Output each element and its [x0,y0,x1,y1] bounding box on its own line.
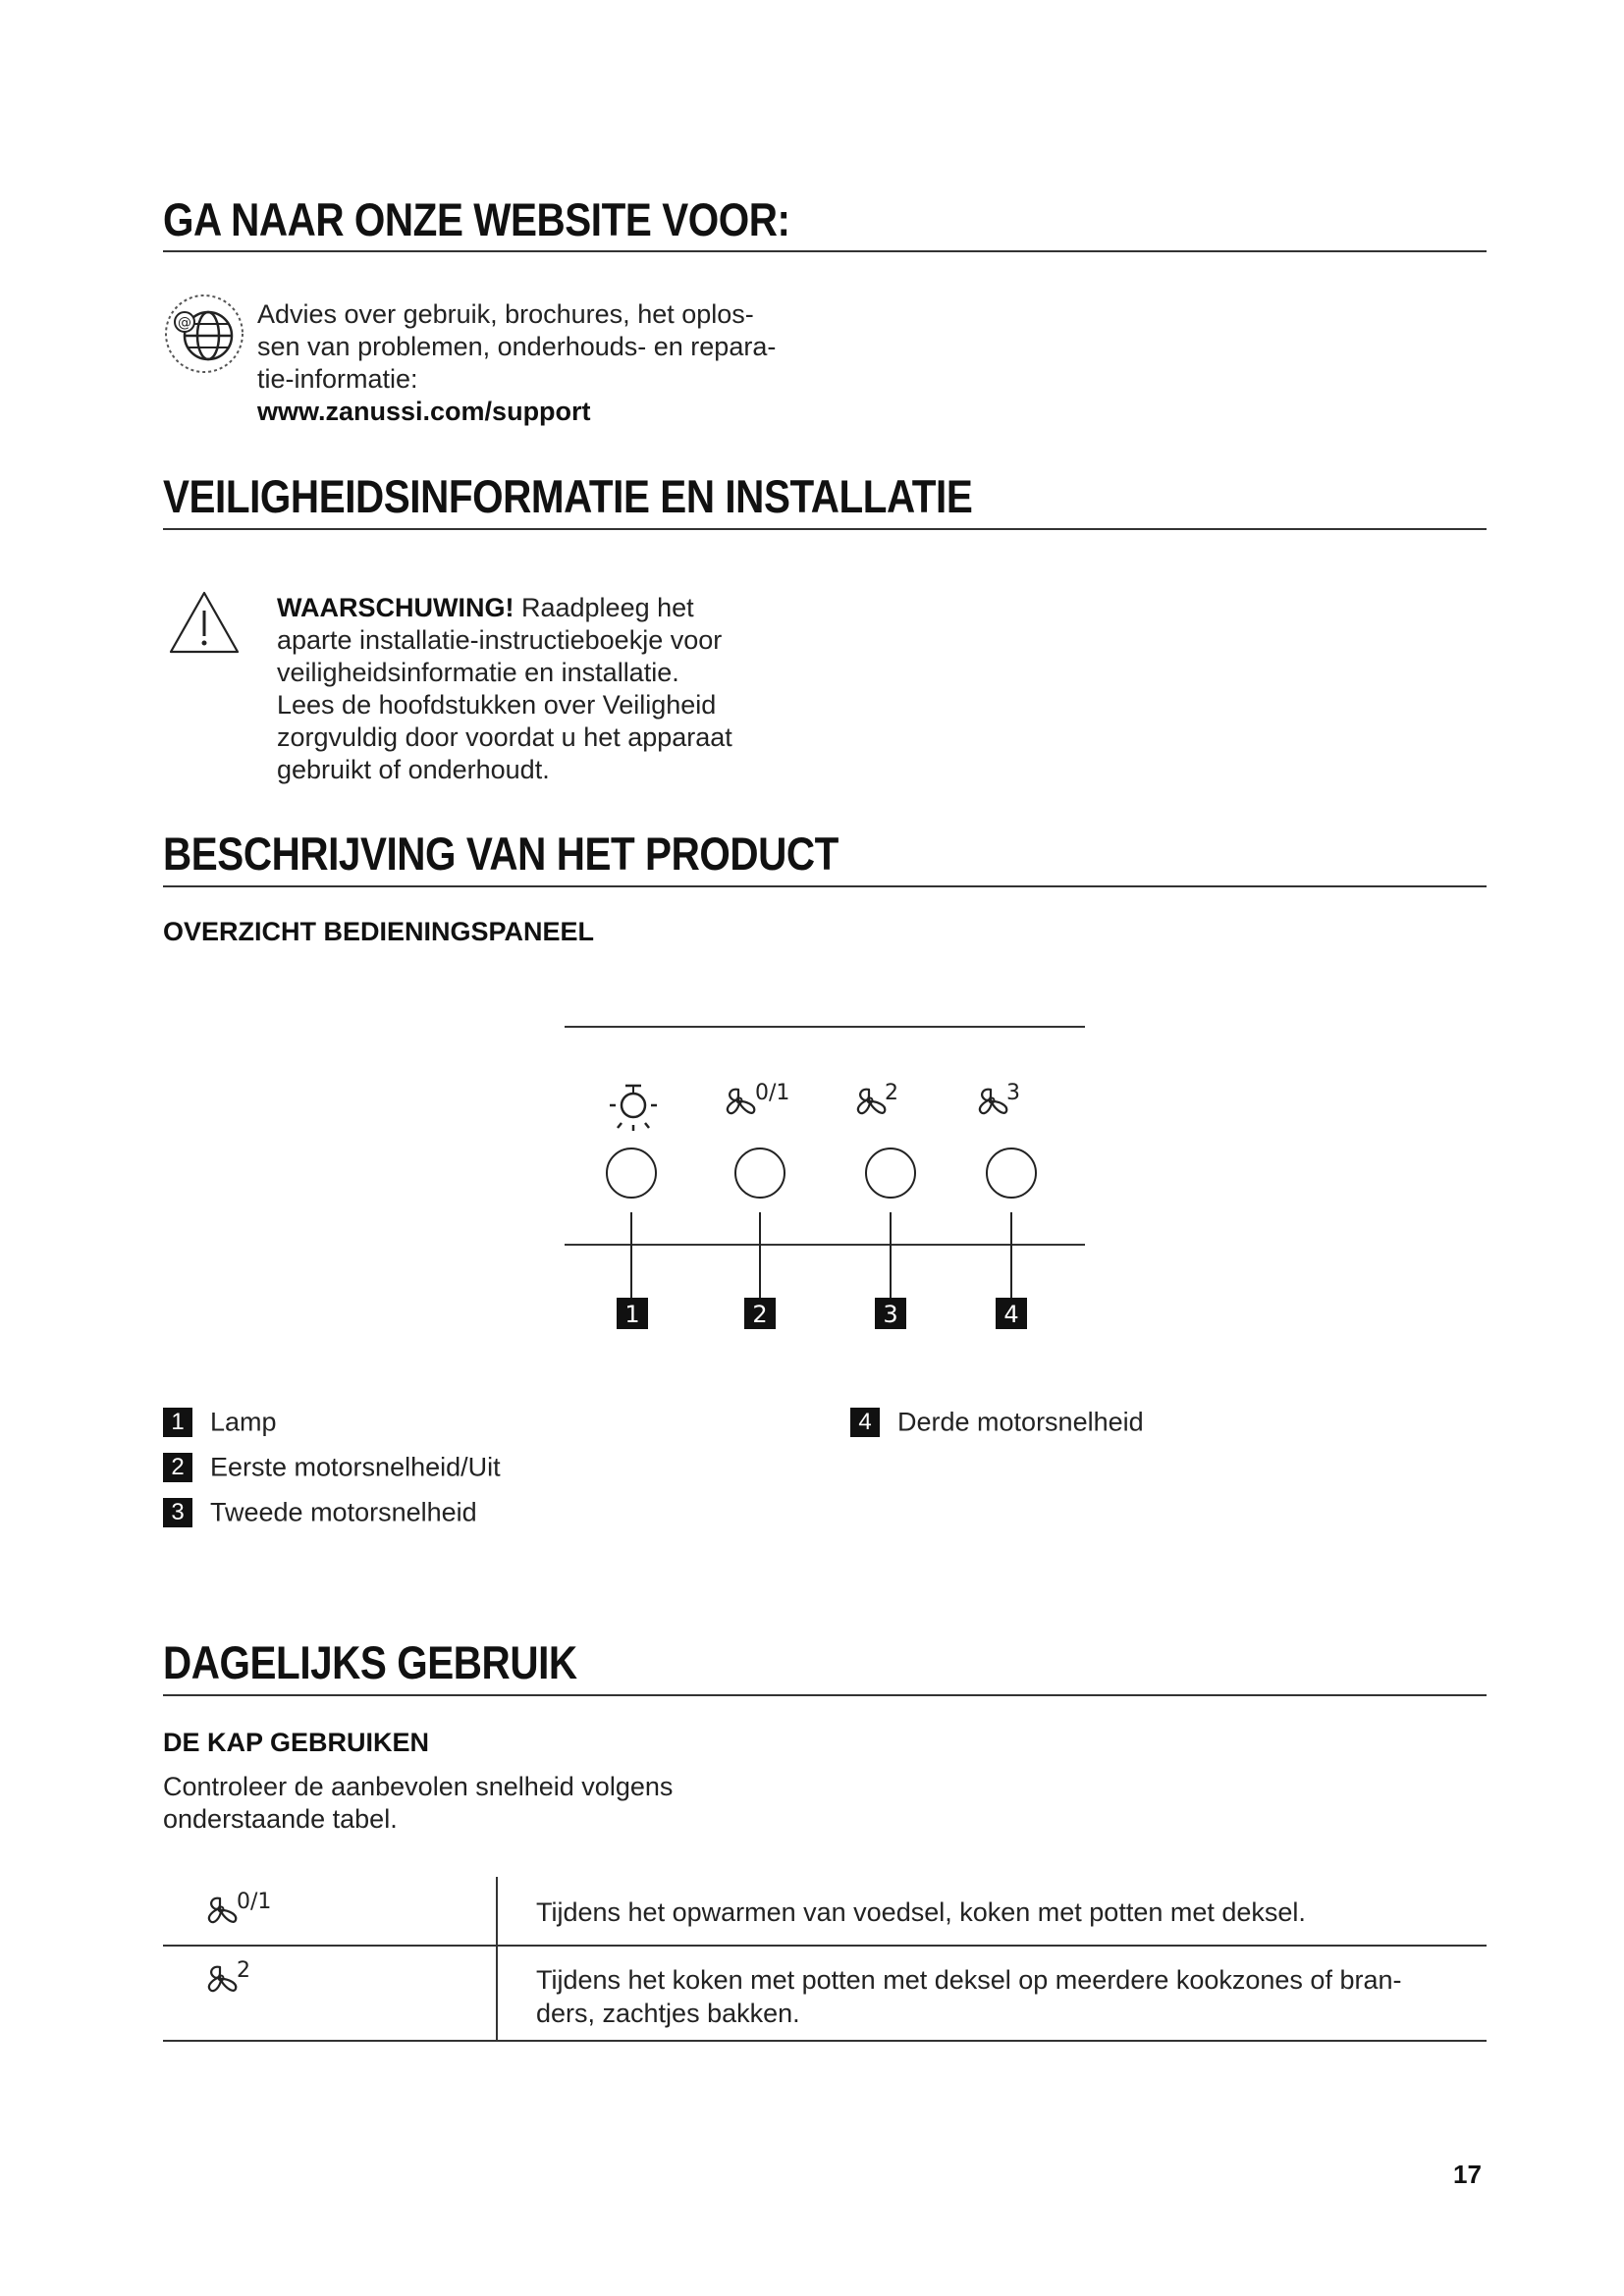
website-text-line: Advies over gebruik, brochures, het oplos- [257,299,754,329]
speed-1-button [735,1148,785,1198]
fan-speed-icon [728,1090,754,1113]
callout-number: 1 [624,1301,640,1328]
legend-item [163,1496,477,1527]
fan-speed-icon [980,1090,1006,1113]
lamp-button [607,1148,656,1198]
safety-text [277,592,905,786]
daily-heading: DAGELIJKS GEBRUIK [163,1636,577,1688]
website-heading: GA NAAR ONZE WEBSITE VOOR: [163,193,790,245]
speed-table [163,1877,1487,2044]
lamp-icon [610,1086,657,1131]
legend-number: 4 [850,1408,880,1437]
warning-triangle-icon [167,589,242,656]
table-cell-line: Tijdens het opwarmen van voedsel, koken met potten met deksel. [536,1897,1306,1927]
daily-subheading: DE KAP GEBRUIKEN [163,1728,430,1757]
table-cell [536,1896,1459,1929]
daily-intro-line: Controleer de aanbevolen snelheid volgens [163,1772,674,1801]
safety-heading: VEILIGHEIDSINFORMATIE EN INSTALLATIE [163,470,973,522]
daily-intro [163,1771,850,1836]
website-text [257,298,846,428]
callout-number: 3 [883,1301,898,1328]
table-speed: 2 [237,1958,250,1983]
legend-number: 2 [163,1453,192,1482]
legend-item [163,1451,501,1482]
fan-speed-icon [209,1967,236,1991]
safety-text-line: veiligheidsinformatie en installatie. [277,658,679,687]
callout-number: 4 [1003,1301,1019,1328]
legend-label: Eerste motorsnelheid/Uit [210,1452,501,1482]
globe-at-icon [163,293,245,375]
product-rule [163,885,1487,887]
legend-item [850,1406,1144,1437]
safety-rule [163,528,1487,530]
legend-label: Derde motorsnelheid [897,1407,1144,1437]
panel-subheading: OVERZICHT BEDIENINGSPANEEL [163,917,595,946]
page-number: 17 [1453,2160,1482,2189]
safety-text-line: gebruikt of onderhoudt. [277,755,550,784]
warning-label: WAARSCHUWING! [277,593,514,622]
legend-number: 1 [163,1408,192,1437]
website-text-line: sen van problemen, onderhouds- en repara- [257,332,777,361]
website-rule [163,250,1487,252]
legend-label: Tweede motorsnelheid [210,1497,477,1527]
speed-2-button [866,1148,915,1198]
table-cell [536,1963,1479,2030]
daily-rule [163,1694,1487,1696]
callout-number: 2 [752,1301,768,1328]
fan-speed-icon [858,1090,885,1113]
speed-3-button [987,1148,1036,1198]
website-text-line: tie-informatie: [257,364,418,394]
product-heading: BESCHRIJVING VAN HET PRODUCT [163,828,839,880]
table-speed: 0/1 [237,1890,272,1914]
control-panel-diagram [560,1021,1090,1335]
safety-text-line: zorgvuldig door voordat u het apparaat [277,722,732,752]
legend-item [163,1406,277,1437]
daily-intro-line: onderstaande tabel. [163,1804,398,1834]
warning-text: Raadpleeg het [514,593,694,622]
safety-text-line: aparte installatie-instructieboekje voor [277,625,723,655]
legend-label: Lamp [210,1407,277,1437]
table-cell-line: ders, zachtjes bakken. [536,1999,800,2028]
table-cell-line: Tijdens het koken met potten met deksel op meerdere kookzones of bran- [536,1965,1402,1995]
legend-number: 3 [163,1498,192,1527]
svg-text:@: @ [178,315,191,331]
fan-label: 2 [885,1081,898,1105]
fan-speed-icon [209,1898,236,1922]
safety-text-line: Lees de hoofdstukken over Veiligheid [277,690,717,720]
fan-label: 0/1 [755,1081,790,1105]
website-url-link[interactable]: www.zanussi.com/support [257,397,591,426]
fan-label: 3 [1006,1081,1020,1105]
